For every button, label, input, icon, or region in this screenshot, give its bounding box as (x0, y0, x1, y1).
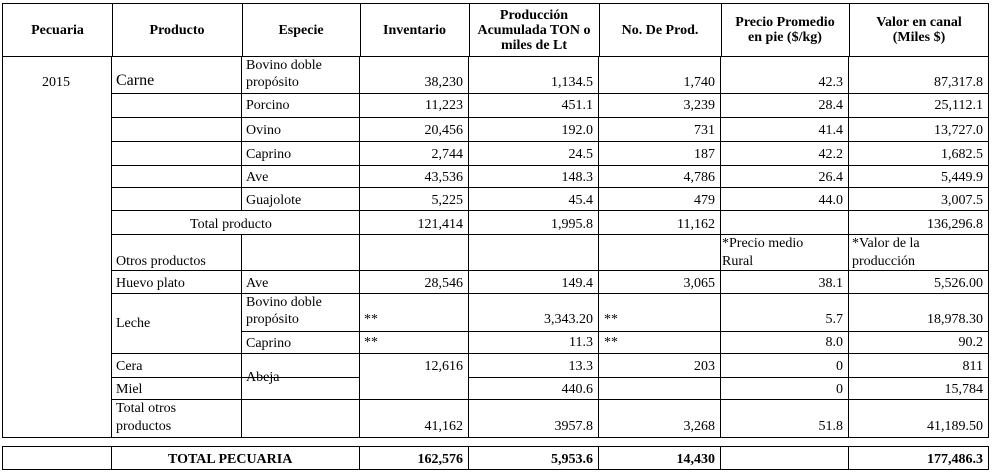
produccion-cell: 1,134.5 (551, 75, 593, 90)
grand-total-label: TOTAL PECUARIA (168, 452, 293, 467)
especie-cell: Ovino (246, 123, 281, 138)
header-produccion: Producción Acumulada TON o miles de Lt (477, 7, 591, 53)
precio-cell: 42.3 (818, 75, 843, 90)
especie-abeja: Abeja (246, 370, 280, 385)
produccion-cell: 1,995.8 (551, 217, 593, 232)
produccion-cell: 13.3 (568, 359, 593, 374)
header-inventario: Inventario (383, 22, 446, 38)
valor-cell: 1,682.5 (941, 147, 983, 162)
produccion-cell: 45.4 (568, 193, 593, 208)
valor-cell: 25,112.1 (934, 98, 983, 113)
inventario-cell: 41,162 (424, 419, 463, 434)
precio-cell: 0 (836, 382, 843, 397)
valor-cell: 177,486.3 (927, 452, 983, 467)
valor-cell: 811 (962, 359, 983, 374)
header-precio: Precio Promedio en pie ($/kg) (735, 15, 835, 45)
especie-cell: Ave (246, 170, 269, 185)
num-prod-cell: 187 (694, 147, 715, 162)
especie-line1: Bovino doble (246, 58, 322, 73)
inventario-cell: 11,223 (425, 98, 463, 113)
precio-cell: 5.7 (825, 312, 843, 327)
inventario-cell: 121,414 (417, 217, 463, 232)
produccion-cell: 3,343.20 (544, 312, 593, 327)
produccion-cell: 192.0 (561, 123, 593, 138)
produccion-cell: 451.1 (561, 98, 593, 113)
especie-cell: Caprino (246, 147, 292, 162)
valor-cell: 3,007.5 (941, 193, 983, 208)
num-prod-cell: 3,239 (683, 98, 715, 113)
valor-cell: 18,978.30 (927, 312, 983, 327)
especie-line1: Bovino doble (246, 295, 322, 310)
producto-cell: Leche (116, 316, 151, 331)
precio-cell: 28.4 (818, 98, 843, 113)
precio-cell: 41.4 (818, 123, 843, 138)
inventario-cell: ** (364, 312, 378, 327)
year-label: 2015 (42, 75, 70, 90)
total-otros-line2: productos (116, 419, 172, 434)
total-producto-label: Total producto (190, 217, 272, 232)
valor-cell: 87,317.8 (934, 75, 983, 90)
especie-cell: Caprino (246, 336, 292, 351)
header-especie: Especie (278, 22, 324, 38)
num-prod-cell: ** (604, 312, 618, 327)
precio-cell: 38.1 (818, 276, 843, 291)
inventario-cell: 5,225 (431, 193, 463, 208)
valor-cell: 13,727.0 (934, 123, 983, 138)
header-producto: Producto (149, 22, 205, 38)
producto-cell: Miel (116, 382, 143, 397)
precio-cell: 26.4 (818, 170, 843, 185)
num-prod-cell: 3,268 (683, 419, 715, 434)
especie-cell: Guajolote (246, 193, 302, 208)
num-prod-cell: 479 (694, 193, 715, 208)
produccion-cell: 5,953.6 (551, 452, 593, 467)
inventario-cell: ** (364, 335, 378, 350)
inventario-cell: 2,744 (431, 147, 463, 162)
valor-cell: 41,189.50 (927, 419, 983, 434)
precio-cell: 8.0 (825, 335, 843, 350)
num-prod-cell: 11,162 (677, 217, 715, 232)
precio-note-line2: Rural (722, 254, 754, 269)
num-prod-cell: 203 (694, 359, 715, 374)
inventario-cell: 162,576 (417, 452, 463, 467)
valor-cell: 136,296.8 (927, 217, 983, 232)
valor-cell: 90.2 (958, 335, 983, 350)
precio-note-line1: *Precio medio (722, 236, 804, 251)
valor-cell: 15,784 (944, 382, 983, 397)
especie-line2: propósito (246, 75, 299, 90)
num-prod-cell: 731 (694, 123, 715, 138)
header-pecuaria: Pecuaria (31, 22, 84, 38)
valor-note-line1: *Valor de la (852, 236, 920, 251)
produccion-cell: 440.6 (561, 382, 593, 397)
inventario-cell: 20,456 (424, 123, 463, 138)
especie-line2: propósito (246, 312, 299, 327)
inventario-cell: 43,536 (424, 170, 463, 185)
especie-cell: Ave (246, 276, 269, 291)
producto-cell: Cera (116, 359, 143, 374)
header-num-prod: No. De Prod. (621, 22, 699, 38)
valor-cell: 5,449.9 (941, 170, 983, 185)
produccion-cell: 149.4 (561, 276, 593, 291)
table-header (2, 3, 989, 57)
num-prod-cell: ** (604, 335, 618, 350)
produccion-cell: 24.5 (568, 147, 593, 162)
num-prod-cell: 3,065 (683, 276, 715, 291)
num-prod-cell: 14,430 (676, 452, 715, 467)
produccion-cell: 11.3 (569, 335, 593, 350)
total-otros-line1: Total otros (116, 401, 177, 416)
precio-cell: 51.8 (818, 419, 843, 434)
num-prod-cell: 1,740 (683, 75, 715, 90)
inventario-cell: 28,546 (424, 276, 463, 291)
producto-cell: Huevo plato (116, 276, 185, 291)
inventario-cell: 12,616 (424, 359, 463, 374)
precio-cell: 42.2 (818, 147, 843, 162)
produccion-cell: 148.3 (561, 170, 593, 185)
valor-note-line2: producción (852, 254, 915, 269)
otros-productos-label: Otros productos (116, 254, 206, 269)
precio-cell: 0 (836, 359, 843, 374)
num-prod-cell: 4,786 (683, 170, 715, 185)
inventario-cell: 38,230 (424, 75, 463, 90)
precio-cell: 44.0 (818, 193, 843, 208)
especie-cell: Porcino (246, 98, 290, 113)
header-valor: Valor en canal (Miles $) (876, 15, 962, 45)
produccion-cell: 3957.8 (554, 419, 593, 434)
valor-cell: 5,526.00 (934, 276, 983, 291)
product-carne: Carne (116, 72, 155, 89)
